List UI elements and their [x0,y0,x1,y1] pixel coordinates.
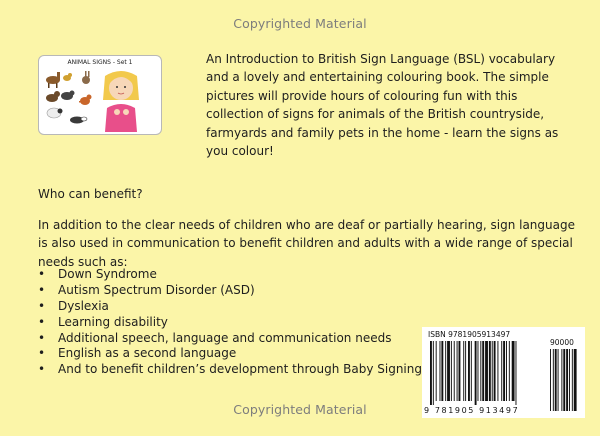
badger-picture [70,117,87,124]
barcode-bar [489,341,491,401]
needs-paragraph: In addition to the clear needs of children who are deaf or partially hearing, sign language is also used in communication to benefit children and adults with a wide range of special needs such as: [38,218,575,269]
list-item-text: Additional speech, language and communication needs [58,330,392,345]
copyright-watermark-top: Copyrighted Material [233,16,367,31]
barcode-bar [509,341,510,401]
list-item [38,267,422,283]
intro-paragraph: An Introduction to British Sign Language (BSL) vocabulary and a lovely and entertaining colouring book. The simple pictures will provide hours of colouring fun with this collection of signs for animals of the British countryside, farmyards and family pets in the home - learn the signs as you colour! [206,52,559,159]
barcode-bar [436,341,437,401]
barcode-bar [494,341,496,401]
barcode-bar [482,341,484,401]
bullet: • [38,282,46,297]
barcode-bar [441,341,443,401]
list-item-text: English as a second language [58,346,237,361]
bullet: • [38,267,46,281]
barcode-bar [433,341,434,405]
list-item-text: Down Syndrome [58,267,157,281]
thumbnail-title: ANIMAL SIGNS - Set 1 [67,59,133,66]
animal-signs-illustration [39,56,161,134]
list-item [38,346,422,362]
list-item-text: And to benefit children’s development through Baby Signing [58,362,422,377]
barcode-bar [503,341,505,401]
bullet: • [38,346,46,361]
bullet: • [38,330,46,345]
barcode-bar [506,341,507,401]
barcode-bar [430,341,432,405]
list-item [38,315,422,331]
horse-picture [46,72,60,88]
barcode-bar [468,341,470,401]
barcode-bar [447,341,450,401]
list-item-text: Autism Spectrum Disorder (ASD) [58,282,255,297]
dog-picture [46,91,60,102]
barcode-bar [492,341,493,401]
fox-picture [79,95,92,106]
barcode-bar [516,341,517,405]
barcode-bar [501,341,502,401]
barcode-bar [451,341,452,401]
list-item [38,362,422,378]
copyright-watermark-bottom: Copyrighted Material [233,402,367,417]
barcode-bar [512,341,515,401]
cow-picture [61,91,75,101]
list-item [38,299,422,315]
rabbit-picture [82,71,90,84]
barcode-bar [457,341,458,401]
barcode-bar [465,341,466,401]
price-code: 90000 [550,338,574,347]
barcode-bar [463,341,464,401]
bird-picture [63,73,72,81]
barcode-bar [459,341,461,401]
sheep-picture [47,108,63,118]
barcode-bar [475,341,477,405]
list-item [38,331,422,347]
barcode-bar [440,341,441,401]
barcode-bar [471,341,472,401]
signing-child-picture [103,71,139,132]
animal-signs-thumbnail [38,55,162,135]
list-item-text: Learning disability [58,314,168,329]
who-can-benefit-heading: Who can benefit? [38,187,143,201]
barcode-bar [497,341,498,401]
barcode-bar [485,341,488,401]
needs-list [38,267,422,378]
barcode-bar [454,341,455,401]
barcode-bar [445,341,446,401]
barcode-bar [478,341,479,401]
bullet: • [38,362,46,377]
isbn-label: ISBN 9781905913497 [428,330,511,339]
bullet: • [38,314,46,329]
barcode-number: 9 781905 913497 [424,406,520,415]
barcode-bar [480,341,481,401]
list-item-text: Dyslexia [58,298,109,313]
list-item [38,283,422,299]
bullet: • [38,298,46,313]
